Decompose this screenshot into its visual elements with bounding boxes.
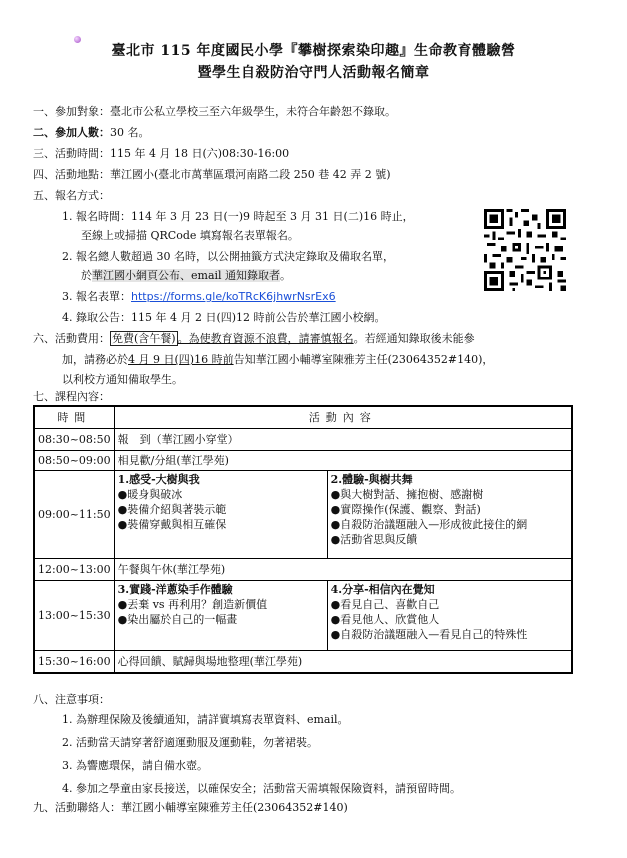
section-label: 二、參加人數：	[33, 126, 110, 139]
row-content: 相見歡/分組(華江學苑)	[114, 451, 572, 471]
row-content: 心得回饋、賦歸與場地整理(華江學苑)	[114, 651, 572, 673]
session-item: ●染出屬於自己的一幅畫	[117, 613, 238, 626]
session-title: 2.體驗-與樹共舞	[330, 473, 413, 486]
session-experience	[327, 471, 572, 559]
session-feel	[114, 471, 327, 559]
schedule-table	[33, 405, 573, 674]
session-item: ●與大樹對話、擁抱樹、感謝樹	[330, 488, 484, 501]
session-item: ●看見自己、喜歡自己	[330, 598, 440, 611]
registration-form-link[interactable]: https://forms.gle/koTRcK6jhwrNsrEx6	[131, 290, 336, 303]
note-item: 1. 為辦理保險及後續通知，請詳實填寫表單資料、email。	[62, 713, 349, 726]
page-title: 臺北市 115 年度國民小學『攀樹探索染印趣』生命教育體驗營	[111, 43, 516, 59]
table-header	[34, 406, 572, 429]
table-row	[34, 559, 572, 581]
session-item: ●自殺防治議題融入—看見自己的特殊性	[330, 628, 528, 641]
section-label: 五、報名方式：	[33, 189, 110, 202]
reg-lottery-line1: 2. 報名總人數超過 30 名時，以公開抽籤方式決定錄取及備取名單，	[62, 250, 394, 263]
session-item: ●看見他人、欣賞他人	[330, 613, 440, 626]
session-title: 4.分享-相信內在覺知	[330, 583, 435, 596]
row-content: 午餐與午休(華江學苑)	[114, 559, 572, 581]
section-label: 三、活動時間：	[33, 147, 110, 160]
note-item: 4. 參加之學童由家長接送，以確保安全；活動當天需填報保險資料，請預留時間。	[62, 782, 461, 795]
reg-lottery-line2: 於華江國小網頁公布、email 通知錄取者。	[81, 269, 292, 282]
table-row	[34, 429, 572, 451]
section-schedule: 七、課程內容：	[33, 390, 110, 403]
deadline-date: 4 月 9 日(四)16 時前	[128, 353, 234, 366]
section-location	[33, 167, 391, 182]
section-label: 一、參加對象：	[33, 105, 110, 118]
note-item: 2. 活動當天請穿著舒適運動服及運動鞋，勿著裙裝。	[62, 736, 318, 749]
session-item: ●裝備穿戴與相互確保	[117, 518, 227, 531]
section-label: 四、活動地點：	[33, 168, 110, 181]
fee-line2: 加，請務必於4 月 9 日(四)16 時前告知華江國小輔導室陳雅芳主任(23064352#140)，	[62, 353, 494, 366]
session-item: ●裝備介紹與著裝示範	[117, 503, 227, 516]
section-fee: 六、活動費用： 免費(含午餐) 。為使教育資源不浪費，請審慎報名。若經通知錄取後未能參	[33, 332, 475, 345]
section-text: 臺北市公私立學校三至六年級學生，未符合年齡恕不錄取。	[110, 105, 396, 118]
section-text: 華江國小輔導室陳雅芳主任(23064352#140)	[121, 801, 348, 814]
section-label: 六、活動費用：	[33, 332, 110, 345]
note-item: 3. 為響應環保，請自備水壺。	[62, 759, 208, 772]
session-title: 1.感受-大樹與我	[117, 473, 200, 486]
qr-code-icon[interactable]	[484, 209, 566, 291]
section-participants	[33, 104, 396, 119]
row-time: 09:00~11:50	[34, 471, 114, 559]
session-item: ●實際操作(保護、觀察、對話)	[330, 503, 481, 516]
fee-line3: 以利校方通知備取學生。	[62, 373, 183, 386]
highlight-notice: 華江國小網頁公布、email 通知錄取者	[92, 269, 281, 282]
session-item: ●暖身與破冰	[117, 488, 183, 501]
section-contact	[33, 800, 348, 815]
row-time: 08:50~09:00	[34, 451, 114, 471]
reg-form-line: 3. 報名表單：https://forms.gle/koTRcK6jhwrNsrEx6	[62, 290, 336, 303]
row-time: 15:30~16:00	[34, 651, 114, 673]
row-time: 13:00~15:30	[34, 581, 114, 651]
row-time: 12:00~13:00	[34, 559, 114, 581]
table-row	[34, 451, 572, 471]
header-content: 活動內容	[114, 406, 572, 429]
section-capacity	[33, 125, 150, 140]
row-time: 08:30~08:50	[34, 429, 114, 451]
section-notes: 八、注意事項：	[33, 693, 110, 706]
reg-period-line1: 1. 報名時間：114 年 3 月 23 日(一)9 時起至 3 月 31 日(二)16 時止，	[62, 210, 414, 223]
section-text: 華江國小(臺北市萬華區環河南路二段 250 巷 42 弄 2 號)	[110, 168, 391, 181]
page-subtitle: 暨學生自殺防治守門人活動報名簡章	[197, 65, 430, 81]
session-sharing	[327, 581, 572, 651]
session-title: 3.實踐-洋蔥染手作體驗	[117, 583, 233, 596]
table-row	[34, 581, 572, 651]
header-time: 時間	[34, 406, 114, 429]
reg-period-line2: 至線上或掃描 QRCode 填寫報名表單報名。	[81, 229, 299, 242]
section-text: 115 年 4 月 18 日(六)08:30-16:00	[110, 147, 290, 160]
reg-announce-line: 4. 錄取公告：115 年 4 月 2 日(四)12 時前公告於華江國小校網。	[62, 311, 386, 324]
session-practice	[114, 581, 327, 651]
table-row	[34, 471, 572, 559]
section-registration	[33, 188, 110, 203]
table-row	[34, 651, 572, 673]
session-item: ●丟棄 vs 再利用？創造新價值	[117, 598, 268, 611]
free-badge: 免費(含午餐)	[112, 332, 176, 345]
row-content: 報 到（華江國小穿堂）	[114, 429, 572, 451]
session-item: ●自殺防治議題融入—形成彼此接住的網	[330, 518, 528, 531]
section-text: 30 名。	[110, 126, 150, 139]
section-label: 九、活動聯絡人：	[33, 801, 121, 814]
section-time	[33, 146, 289, 161]
session-item: ●活動省思與反饋	[330, 533, 418, 546]
